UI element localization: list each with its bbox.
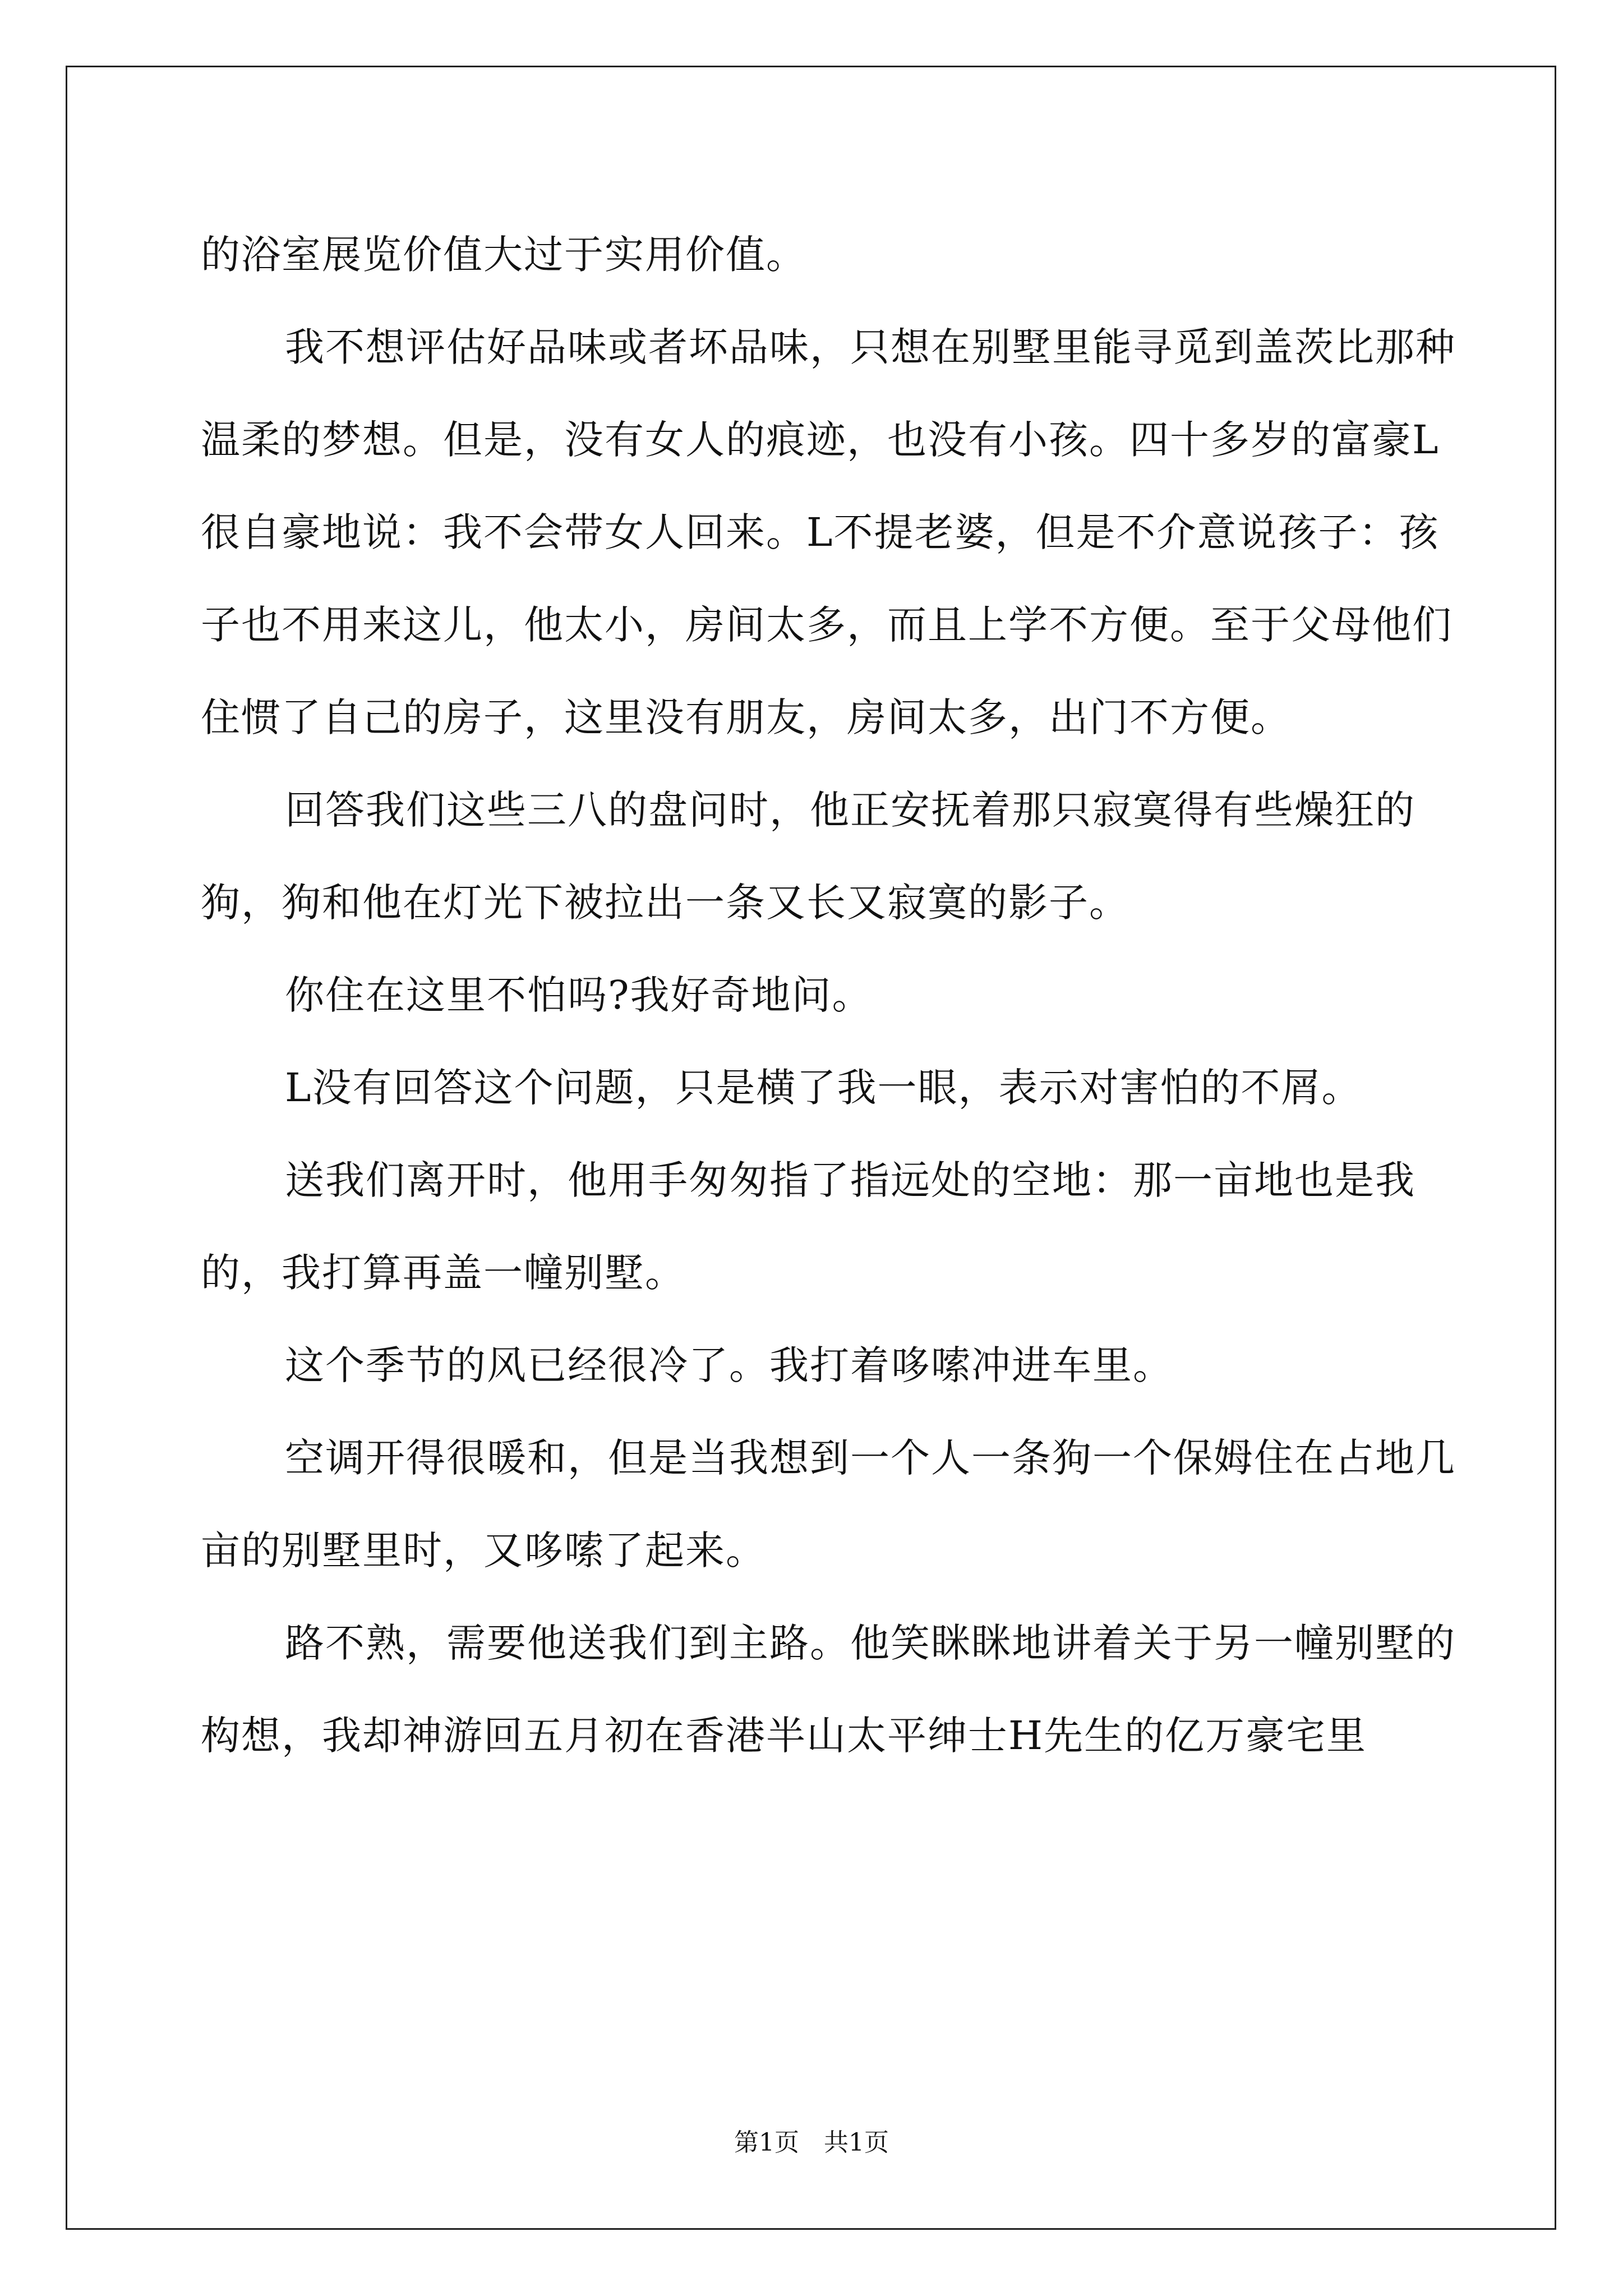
paragraph-4: 你住在这里不怕吗?我好奇地问。 <box>285 972 873 1018</box>
paragraph-9: 路不熟，需要他送我们到主路。他笑眯眯地讲着关于另一幢别墅的构想，我却神游回五月初在香港半山太平绅士H先生的亿万豪宅里 <box>201 1620 1456 1759</box>
paragraph-3: 回答我们这些三八的盘问时，他正安抚着那只寂寞得有些燥狂的狗，狗和他在灯光下被拉出一条又长又寂寞的影子。 <box>201 787 1415 926</box>
document-body <box>201 209 1468 1782</box>
paragraph-7: 这个季节的风已经很冷了。我打着哆嗦冲进车里。 <box>285 1342 1173 1388</box>
paragraph-2: 我不想评估好品味或者坏品味，只想在别墅里能寻觅到盖茨比那种温柔的梦想。但是，没有女人的痕迹，也没有小孩。四十多岁的富豪L很自豪地说：我不会带女人回来。L不提老婆，但是不介意说孩子：孩子也不用来这儿，他太小，房间太多，而且上学不方便。至于父母他们住惯了自己的房子，这里没有朋友，房间太多，出门不方便。 <box>201 324 1456 740</box>
paragraph-8: 空调开得很暖和，但是当我想到一个人一条狗一个保姆住在占地几亩的别墅里时，又哆嗦了起来。 <box>201 1435 1456 1573</box>
paragraph-5: L没有回答这个问题，只是横了我一眼，表示对害怕的不屑。 <box>285 1065 1362 1111</box>
page-footer: 第1页 共1页 <box>734 2128 889 2157</box>
paragraph-1: 的浴室展览价值大过于实用价值。 <box>201 232 806 278</box>
paragraph-6: 送我们离开时，他用手匆匆指了指远处的空地：那一亩地也是我的，我打算再盖一幢别墅。 <box>201 1157 1415 1296</box>
